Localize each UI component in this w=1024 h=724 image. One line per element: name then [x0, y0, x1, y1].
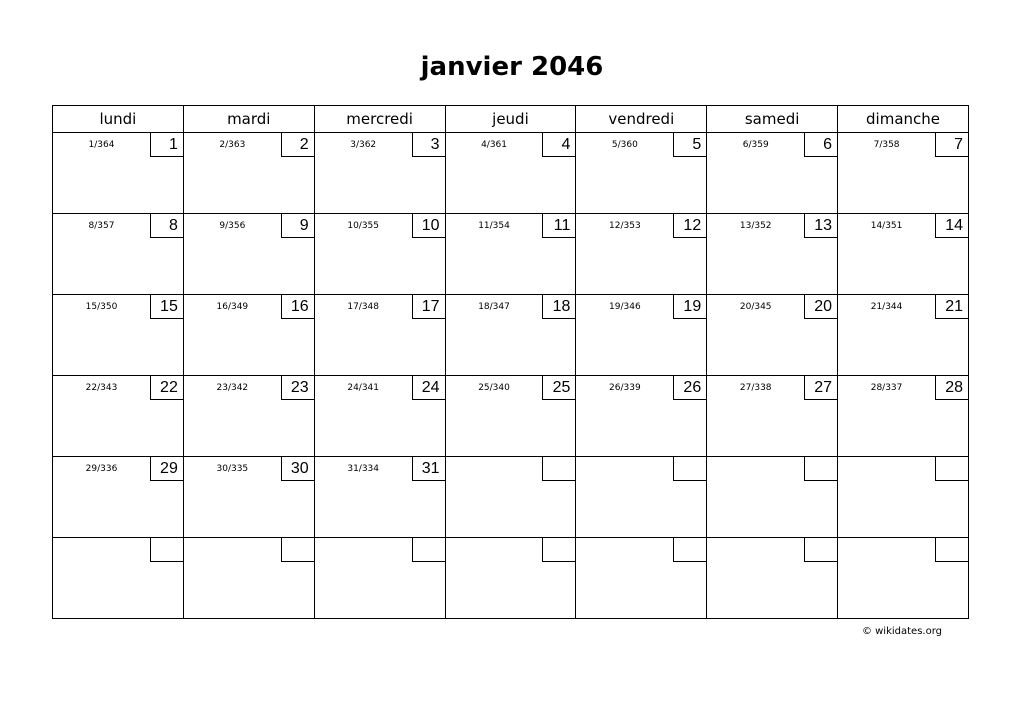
day-number: 14 [935, 214, 968, 238]
day-of-year-label: 17/348 [347, 302, 380, 312]
day-number: 25 [542, 376, 575, 400]
day-number: 23 [281, 376, 314, 400]
day-cell [183, 295, 314, 376]
day-cell [576, 214, 707, 295]
day-number: 20 [804, 295, 837, 319]
day-cell [445, 214, 576, 295]
week-row [53, 295, 969, 376]
day-cell [53, 538, 184, 619]
weekday-header-row [53, 106, 969, 133]
day-of-year-label: 31/334 [347, 464, 380, 474]
calendar-title: janvier 2046 [420, 52, 604, 82]
week-row [53, 457, 969, 538]
day-of-year-label: 11/354 [478, 221, 510, 231]
day-cell [576, 133, 707, 214]
day-number [673, 457, 706, 481]
weekday-header: vendredi [576, 106, 707, 133]
day-number: 30 [281, 457, 314, 481]
day-of-year-label: 3/362 [350, 140, 377, 150]
day-number [542, 457, 575, 481]
day-number: 7 [935, 133, 968, 157]
day-cell [838, 457, 969, 538]
day-number [673, 538, 706, 562]
day-number: 31 [412, 457, 445, 481]
day-number: 19 [673, 295, 706, 319]
day-cell [53, 457, 184, 538]
day-number [804, 457, 837, 481]
day-of-year-label: 12/353 [609, 221, 641, 231]
day-cell [314, 214, 445, 295]
day-of-year-label: 7/358 [873, 140, 900, 150]
week-row [53, 538, 969, 619]
day-cell [53, 214, 184, 295]
day-number: 22 [150, 376, 183, 400]
day-of-year-label: 23/342 [216, 383, 249, 393]
day-number: 1 [150, 133, 183, 157]
weekday-header: samedi [707, 106, 838, 133]
day-cell [183, 538, 314, 619]
day-number [804, 538, 837, 562]
day-number: 15 [150, 295, 183, 319]
day-of-year-label: 6/359 [742, 140, 769, 150]
day-number: 2 [281, 133, 314, 157]
day-number: 28 [935, 376, 968, 400]
day-of-year-label: 18/347 [478, 302, 510, 312]
day-number [412, 538, 445, 562]
day-of-year-label: 1/364 [88, 140, 115, 150]
day-cell [53, 376, 184, 457]
day-cell [838, 538, 969, 619]
day-cell [838, 214, 969, 295]
day-number [281, 538, 314, 562]
day-of-year-label: 27/338 [739, 383, 772, 393]
day-of-year-label: 21/344 [870, 302, 903, 312]
day-number [935, 457, 968, 481]
day-number: 12 [673, 214, 706, 238]
day-cell [576, 457, 707, 538]
day-cell [314, 295, 445, 376]
week-row [53, 376, 969, 457]
week-row [53, 133, 969, 214]
day-cell [314, 133, 445, 214]
day-cell [445, 376, 576, 457]
day-number: 18 [542, 295, 575, 319]
day-cell [707, 214, 838, 295]
day-cell [707, 538, 838, 619]
day-of-year-label: 9/356 [219, 221, 246, 231]
day-of-year-label: 24/341 [347, 383, 380, 393]
day-cell [445, 538, 576, 619]
day-number: 10 [412, 214, 445, 238]
day-of-year-label: 28/337 [870, 383, 903, 393]
day-of-year-label: 15/350 [85, 302, 118, 312]
day-cell [445, 295, 576, 376]
day-number: 4 [542, 133, 575, 157]
day-cell [53, 295, 184, 376]
day-number: 6 [804, 133, 837, 157]
day-cell [838, 133, 969, 214]
day-number: 3 [412, 133, 445, 157]
day-cell [707, 457, 838, 538]
day-of-year-label: 2/363 [219, 140, 246, 150]
day-of-year-label: 8/357 [88, 221, 115, 231]
month-calendar [52, 105, 969, 619]
day-number: 24 [412, 376, 445, 400]
weekday-header: lundi [53, 106, 184, 133]
day-number [150, 538, 183, 562]
day-of-year-label: 19/346 [609, 302, 641, 312]
day-cell [707, 133, 838, 214]
day-cell [183, 376, 314, 457]
day-number: 8 [150, 214, 183, 238]
day-of-year-label: 10/355 [347, 221, 380, 231]
day-number [542, 538, 575, 562]
day-cell [445, 133, 576, 214]
weekday-header: mardi [183, 106, 314, 133]
day-number: 29 [150, 457, 183, 481]
day-of-year-label: 14/351 [870, 221, 903, 231]
day-of-year-label: 13/352 [739, 221, 772, 231]
week-row [53, 214, 969, 295]
day-number: 5 [673, 133, 706, 157]
day-number [935, 538, 968, 562]
day-cell [576, 538, 707, 619]
day-number: 21 [935, 295, 968, 319]
day-of-year-label: 26/339 [609, 383, 641, 393]
day-cell [576, 295, 707, 376]
day-of-year-label: 29/336 [85, 464, 118, 474]
day-cell [838, 376, 969, 457]
day-number: 27 [804, 376, 837, 400]
day-number: 17 [412, 295, 445, 319]
day-of-year-label: 30/335 [216, 464, 249, 474]
day-cell [183, 133, 314, 214]
copyright-footer: © wikidates.org [861, 626, 942, 637]
weekday-header: dimanche [838, 106, 969, 133]
day-cell [838, 295, 969, 376]
weekday-header: jeudi [445, 106, 576, 133]
day-of-year-label: 25/340 [478, 383, 510, 393]
day-of-year-label: 22/343 [85, 383, 118, 393]
day-of-year-label: 4/361 [481, 140, 507, 150]
day-of-year-label: 20/345 [739, 302, 772, 312]
weekday-header: mercredi [314, 106, 445, 133]
day-number: 16 [281, 295, 314, 319]
day-number: 26 [673, 376, 706, 400]
day-of-year-label: 5/360 [611, 140, 638, 150]
day-cell [445, 457, 576, 538]
day-of-year-label: 16/349 [216, 302, 249, 312]
day-cell [707, 376, 838, 457]
day-cell [314, 538, 445, 619]
day-cell [707, 295, 838, 376]
day-cell [183, 457, 314, 538]
day-cell [576, 376, 707, 457]
day-number: 9 [281, 214, 314, 238]
day-cell [183, 214, 314, 295]
day-number: 11 [542, 214, 575, 238]
day-cell [314, 376, 445, 457]
day-number: 13 [804, 214, 837, 238]
day-cell [53, 133, 184, 214]
day-cell [314, 457, 445, 538]
